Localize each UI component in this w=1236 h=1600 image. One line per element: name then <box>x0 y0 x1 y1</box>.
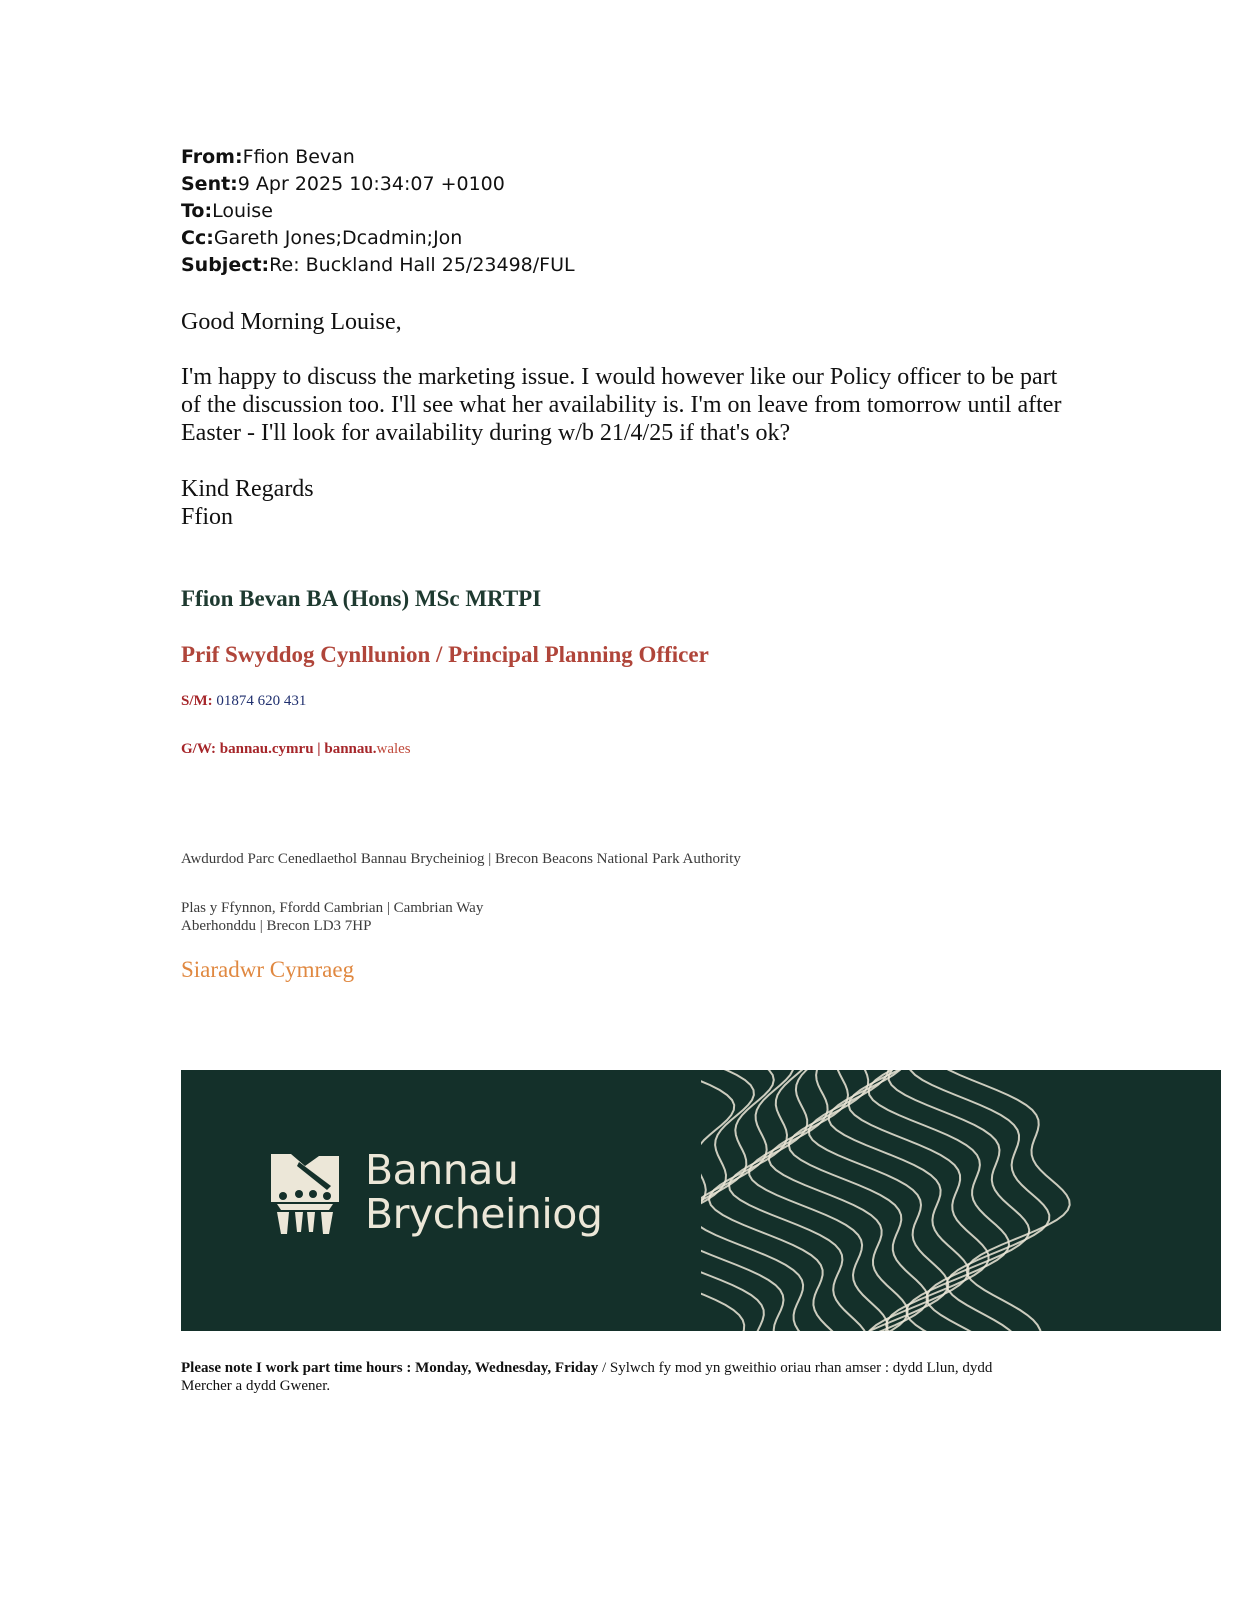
logo-line-2: Brycheiniog <box>365 1190 603 1238</box>
address-line-2: Aberhonddu | Brecon LD3 7HP <box>181 918 372 934</box>
phone-label: S/M: <box>181 693 213 709</box>
bannau-logo-wordmark <box>365 1148 602 1236</box>
web-link-wales[interactable] <box>324 741 410 757</box>
web-separator: | <box>317 741 321 757</box>
address-line-1: Plas y Ffynnon, Ffordd Cambrian | Cambrian Way <box>181 900 484 916</box>
signature-web <box>181 741 411 758</box>
signature-name: Ffion Bevan BA (Hons) MSc MRTPI <box>181 586 542 611</box>
bannau-banner <box>181 1070 1221 1331</box>
web-wales-suffix: wales <box>376 741 411 757</box>
contour-line <box>789 1070 928 1331</box>
sign-off-name: Ffion <box>181 504 234 530</box>
note-welsh-text: / Sylwch fy mod yn gweithio oriau rhan amser : dydd Llun, dydd Mercher a dydd Gwener. <box>181 1360 993 1394</box>
cc-label: Cc: <box>181 227 214 249</box>
contour-lines-pattern <box>701 1070 1221 1331</box>
email-headers <box>181 144 575 279</box>
note-bold-text: Please note I work part time hours : Monday, Wednesday, Friday <box>181 1360 599 1376</box>
cc-row <box>181 225 575 252</box>
part-time-note <box>181 1359 1041 1395</box>
bannau-logo-icon <box>269 1152 341 1238</box>
web-link-cymru[interactable]: bannau.cymru <box>219 741 314 757</box>
logo-line-1: Bannau <box>365 1146 519 1194</box>
subject-row <box>181 252 575 279</box>
sent-label: Sent: <box>181 173 238 195</box>
subject-value: Re: Buckland Hall 25/23498/FUL <box>269 254 575 276</box>
from-value: Ffion Bevan <box>242 146 355 168</box>
to-row <box>181 198 575 225</box>
web-wales-prefix: bannau. <box>324 741 377 757</box>
greeting: Good Morning Louise, <box>181 309 402 335</box>
welsh-speaker-badge: Siaradwr Cymraeg <box>181 957 355 982</box>
contour-line <box>709 1070 845 1331</box>
regards-line: Kind Regards <box>181 476 314 502</box>
cc-value: Gareth Jones;Dcadmin;Jon <box>213 227 463 249</box>
contour-line <box>701 1070 764 1331</box>
sent-row <box>181 171 575 198</box>
contour-line <box>729 1070 867 1331</box>
web-label: G/W: <box>181 741 217 757</box>
contour-line <box>701 1070 812 1331</box>
contour-line <box>749 1070 887 1331</box>
closing <box>181 475 1081 531</box>
to-label: To: <box>181 200 213 222</box>
postal-address <box>181 899 483 935</box>
from-label: From: <box>181 146 243 168</box>
phone-number[interactable]: 01874 620 431 <box>216 693 307 709</box>
organisation-name: Awdurdod Parc Cenedlaethol Bannau Brycheiniog | Brecon Beacons National Park Authority <box>181 851 741 867</box>
contour-line <box>849 1070 989 1331</box>
subject-label: Subject: <box>181 254 270 276</box>
signature-title: Prif Swyddog Cynllunion / Principal Planning Officer <box>181 642 709 667</box>
message-paragraph: I'm happy to discuss the marketing issue. I would however like our Policy officer to be part of the discussion too. I'll see what her availability is. I'm on leave from tomorrow until after Easter - I'll look for availability during w/b 21/4/25 if that's ok? <box>181 364 1062 446</box>
sent-value: 9 Apr 2025 10:34:07 +0100 <box>237 173 505 195</box>
from-row <box>181 144 575 171</box>
contour-line <box>889 1070 1030 1331</box>
signature-phone <box>181 693 306 710</box>
to-value: Louise <box>212 200 273 222</box>
